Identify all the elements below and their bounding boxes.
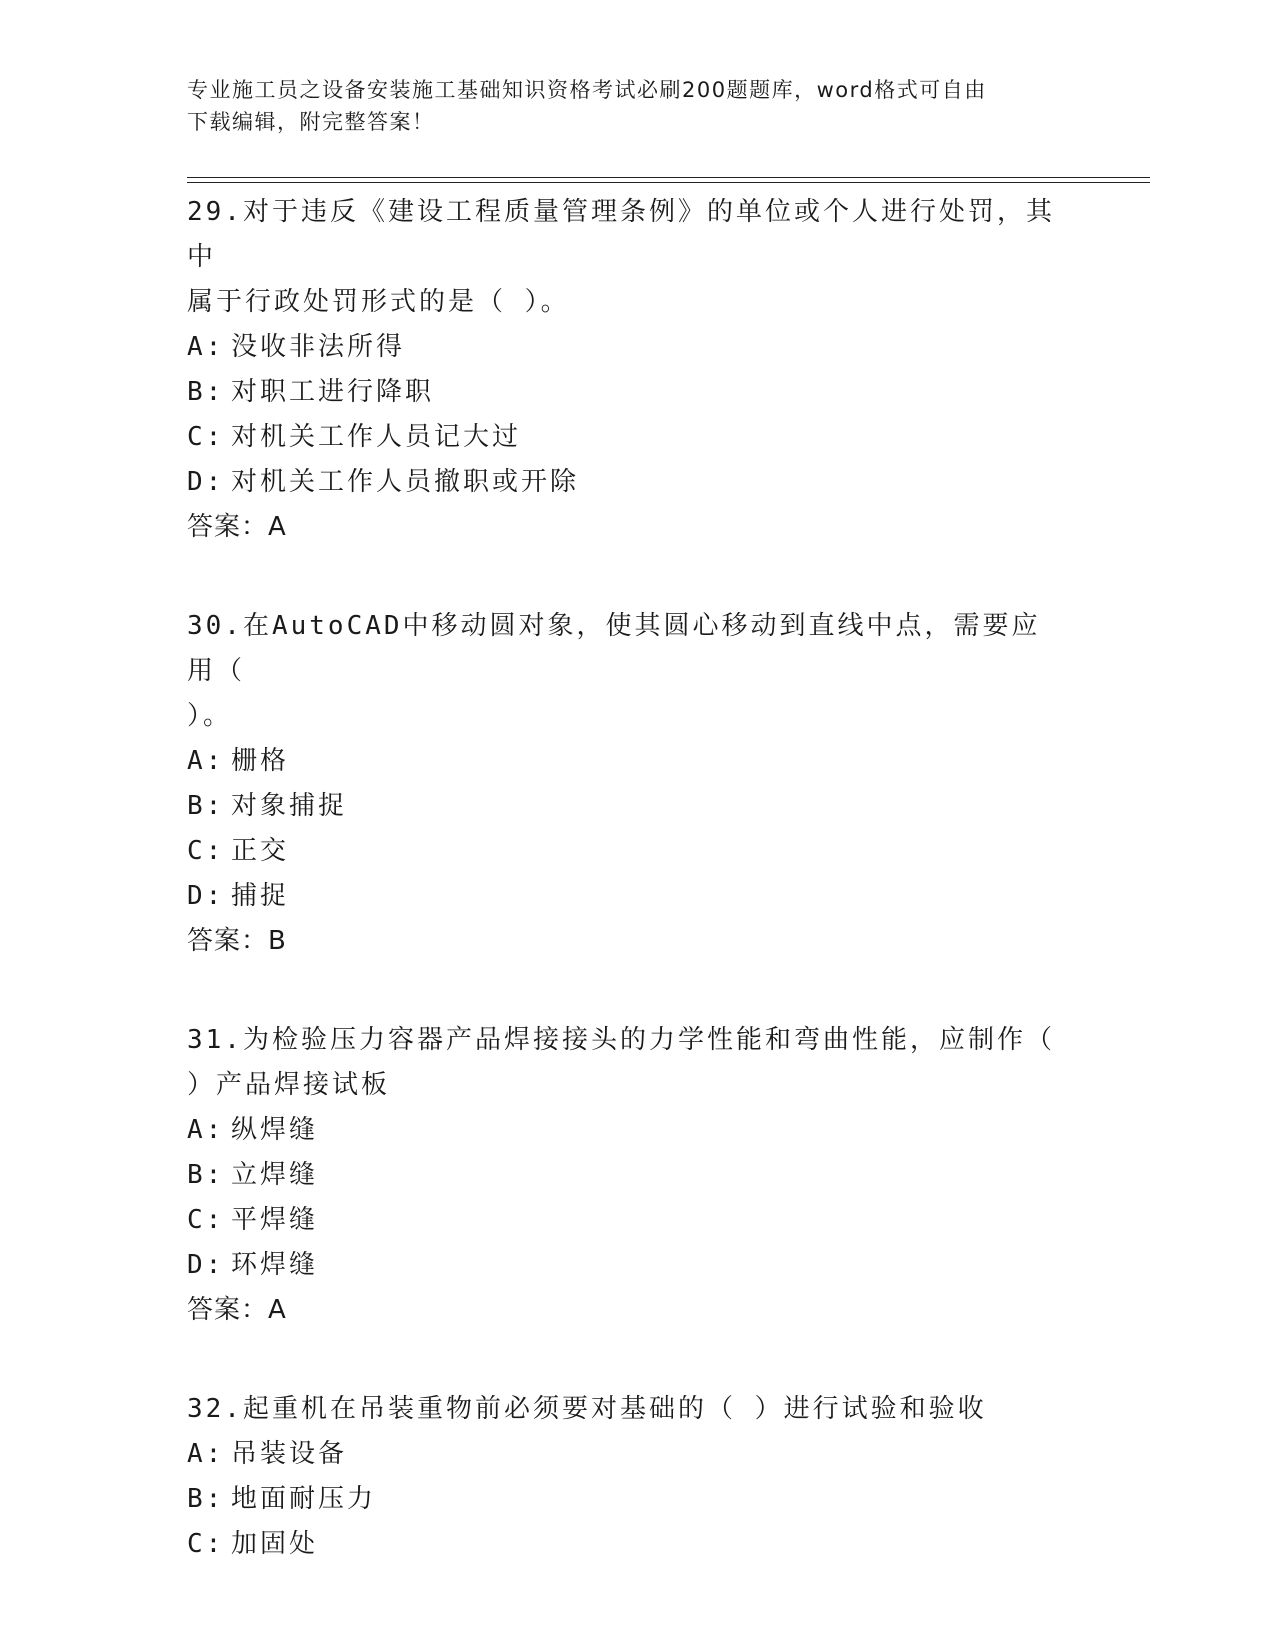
option-c [187,1198,1087,1243]
option-text: 环焊缝 [231,1250,319,1280]
option-a [187,325,1087,370]
header-line-2: 下载编辑，附完整答案！ [187,110,435,134]
option-text: 对象捕捉 [231,791,348,821]
option-key: C: [187,836,225,866]
option-d [187,460,1087,505]
question-stem-line: 属于行政处罚形式的是（ ）。 [187,287,570,317]
question-30 [187,604,1087,964]
option-text: 立焊缝 [231,1160,319,1190]
option-text: 纵焊缝 [231,1115,319,1145]
option-a [187,1108,1087,1153]
header-divider-bottom [187,182,1150,183]
option-key: C: [187,1205,225,1235]
option-text: 平焊缝 [231,1205,319,1235]
question-stem-line: 29.对于违反《建设工程质量管理条例》的单位或个人进行处罚，其中 [187,197,1055,272]
option-text: 正交 [231,836,290,866]
question-stem-line: 31.为检验压力容器产品焊接接头的力学性能和弯曲性能，应制作（ [187,1025,1055,1055]
option-key: C: [187,1529,225,1559]
option-key: C: [187,422,225,452]
option-b [187,1477,1087,1522]
answer-line: 答案：B [187,926,287,956]
option-a [187,739,1087,784]
option-text: 加固处 [231,1529,319,1559]
option-key: B: [187,791,225,821]
document-header [187,74,1067,138]
option-key: D: [187,467,225,497]
option-c [187,829,1087,874]
option-text: 对机关工作人员记大过 [231,422,522,452]
option-text: 捕捉 [231,881,290,911]
option-text: 对职工进行降职 [231,377,435,407]
option-b [187,784,1087,829]
option-key: B: [187,1160,225,1190]
option-key: A: [187,332,225,362]
option-d [187,874,1087,919]
question-32 [187,1387,1087,1567]
option-key: D: [187,881,225,911]
question-stem [187,190,1067,325]
option-d [187,1243,1087,1288]
option-text: 地面耐压力 [231,1484,377,1514]
question-stem-line: ）产品焊接试板 [187,1070,391,1100]
option-key: B: [187,1484,225,1514]
option-a [187,1432,1087,1477]
answer-line: 答案：A [187,512,287,542]
option-text: 栅格 [231,746,290,776]
question-stem [187,604,1067,739]
question-stem-line: 30.在AutoCAD中移动圆对象，使其圆心移动到直线中点，需要应用（ [187,611,1041,686]
question-list [187,190,1087,1621]
option-b [187,370,1087,415]
option-key: B: [187,377,225,407]
question-stem [187,1387,1067,1432]
question-31 [187,1018,1087,1333]
option-text: 没收非法所得 [231,332,406,362]
question-stem-line: 32.起重机在吊装重物前必须要对基础的（ ）进行试验和验收 [187,1394,987,1424]
option-key: A: [187,746,225,776]
option-text: 吊装设备 [231,1439,348,1469]
option-key: A: [187,1115,225,1145]
option-b [187,1153,1087,1198]
answer-line: 答案：A [187,1295,287,1325]
question-stem-line: ）。 [187,701,233,731]
option-key: D: [187,1250,225,1280]
header-line-1: 专业施工员之设备安装施工基础知识资格考试必刷200题题库，word格式可自由 [187,78,987,102]
option-key: A: [187,1439,225,1469]
option-c [187,1522,1087,1567]
option-text: 对机关工作人员撤职或开除 [231,467,580,497]
option-c [187,415,1087,460]
header-divider-top [187,177,1150,178]
question-stem [187,1018,1067,1108]
question-29 [187,190,1087,550]
